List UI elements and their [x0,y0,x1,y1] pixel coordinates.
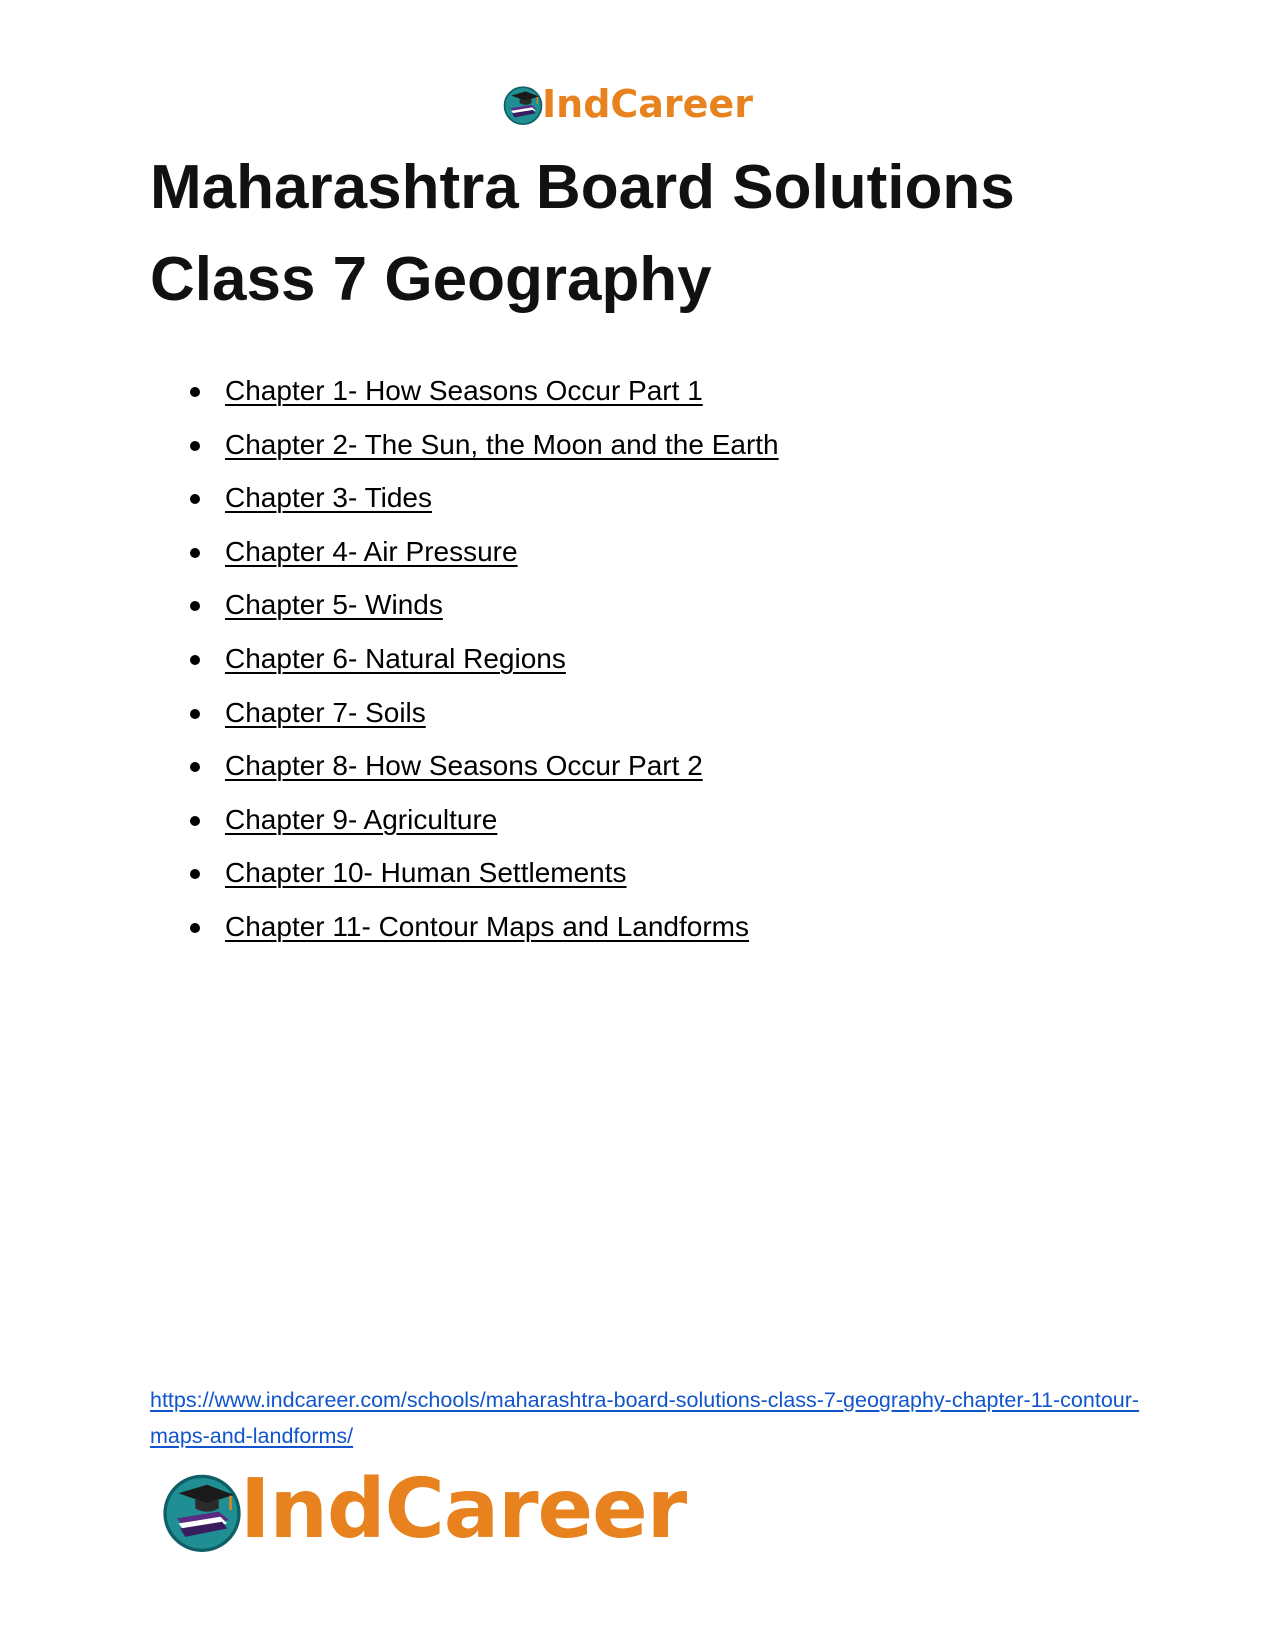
chapter-link-6[interactable]: Chapter 6- Natural Regions [225,642,566,674]
title-line-2: Class 7 Geography [150,245,712,314]
graduate-books-icon [502,83,544,125]
bullet-icon [190,762,200,772]
bullet-icon [190,387,200,397]
title-line-1: Maharashtra Board Solutions [150,153,1015,222]
logo-wordmark: IndCareer [240,1462,687,1557]
bullet-icon [190,494,200,504]
header-logo [502,80,753,128]
chapter-link-8[interactable]: Chapter 8- How Seasons Occur Part 2 [225,750,703,782]
chapter-link-4[interactable]: Chapter 4- Air Pressure [225,535,518,567]
page-title [150,142,1150,326]
chapter-link-3[interactable]: Chapter 3- Tides [225,482,432,514]
chapter-link-2[interactable]: Chapter 2- The Sun, the Moon and the Earth [225,428,779,460]
chapter-link-11[interactable]: Chapter 11- Contour Maps and Landforms [225,910,749,942]
bullet-icon [190,655,200,665]
bullet-icon [190,601,200,611]
bullet-icon [190,869,200,879]
chapter-link-9[interactable]: Chapter 9- Agriculture [225,803,498,835]
bullet-icon [190,441,200,451]
bullet-icon [190,709,200,719]
chapter-link-10[interactable]: Chapter 10- Human Settlements [225,857,627,889]
bullet-icon [190,816,200,826]
footer-source-link[interactable]: https://www.indcareer.com/schools/maharashtra-board-solutions-class-7-geography-chapter-11-contour-maps-and-landforms/ [150,1388,1140,1448]
graduate-books-icon [160,1468,244,1552]
chapter-link-1[interactable]: Chapter 1- How Seasons Occur Part 1 [225,375,703,406]
bullet-icon [190,548,200,558]
chapter-link-7[interactable]: Chapter 7- Soils [225,696,426,728]
logo-wordmark: IndCareer [542,82,753,126]
footer-logo [160,1462,686,1558]
chapter-link-5[interactable]: Chapter 5- Winds [225,589,443,621]
bullet-icon [190,923,200,933]
